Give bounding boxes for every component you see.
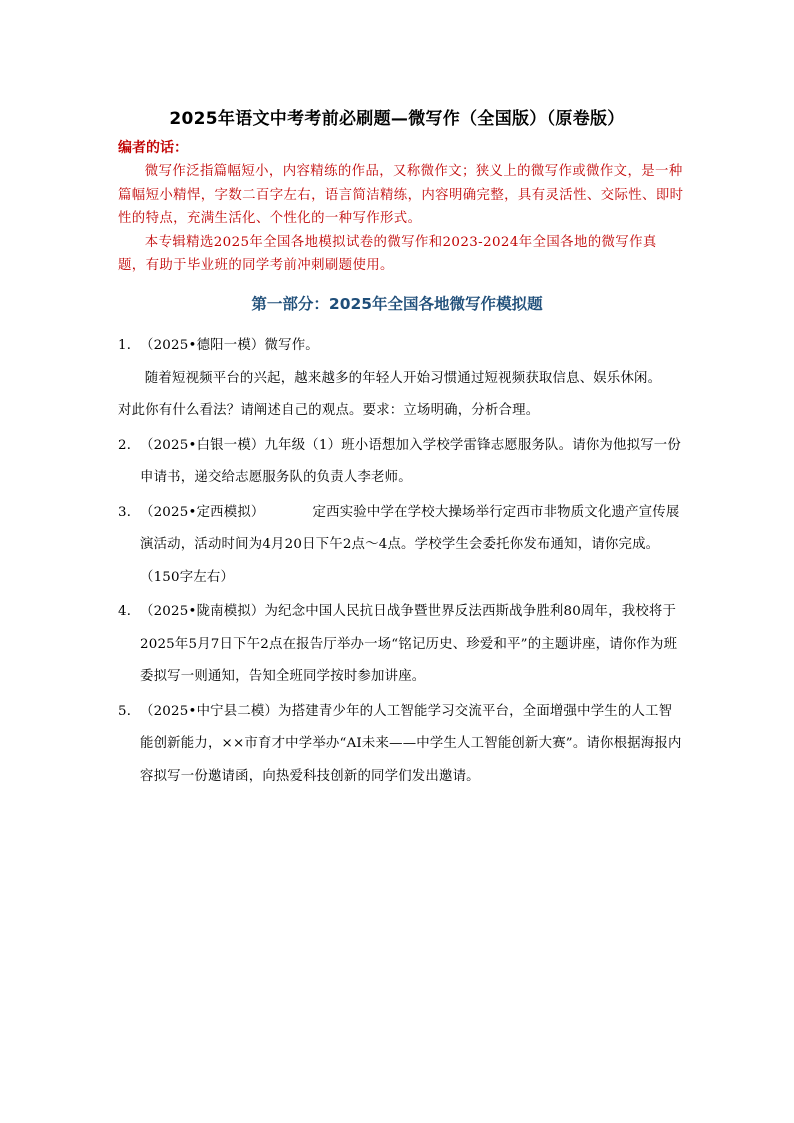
question-text: 对此你有什么看法？请阐述自己的观点。要求：立场明确，分析合理。 [118,403,540,418]
question-item [118,330,684,428]
question-number: 3． [118,504,141,520]
section-title: 第一部分：2025年全国各地微写作模拟题 [251,295,543,313]
document-title: 2025年语文中考考前必刷题—微写作（全国版）（原卷版） [169,109,625,129]
question-text: （2025•中宁县二模）为搭建青少年的人工智能学习交流平台，全面增强中学生的人工智能创新能力，××市育才中学举办“AI未来——中学生人工智能创新大赛”。请你根据海报内容拟写一份邀请函，向热爱科技创新的同学们发出邀请。 [140,703,682,784]
question-number: 2． [118,437,141,453]
editor-note-heading: 编者的话： [118,140,188,156]
question-item [118,430,684,495]
question-number: 5． [118,703,141,719]
question-number: 4． [118,604,141,619]
editor-note-body [118,160,684,278]
question-source: （2025•定西模拟） [140,504,265,520]
question-number: 1． [118,338,141,353]
question-text: （2025•白银一模）九年级（1）班小语想加入学校学雷锋志愿服务队。请你为他拟写一份申请书，递交给志愿服务队的负责人李老师。 [140,437,681,485]
question-list [118,330,684,795]
question-item [118,696,684,794]
question-text: 随着短视频平台的兴起，越来越多的年轻人开始习惯通过短视频获取信息、娱乐休闲。 [144,370,662,386]
editor-note-paragraph: 本专辑精选2025年全国各地模拟试卷的微写作和2023-2024年全国各地的微写作真题，有助于毕业班的同学考前冲刺刷题使用。 [118,234,657,273]
question-text: 定西实验中学在学校大操场举行定西市非物质文化遗产宣传展演活动，活动时间为4月20日下午2点～4点。学校学生会委托你发布通知，请你完成。（150字左右） [140,504,680,585]
question-item [118,596,684,694]
question-item [118,497,684,595]
question-source: （2025•德阳一模）微写作。 [140,338,319,353]
editor-note-paragraph: 微写作泛指篇幅短小，内容精练的作品，又称微作文；狭义上的微写作或微作文，是一种篇幅短小精悍，字数二百字左右，语言简洁精练，内容明确完整，具有灵活性、交际性、即时性的特点，充满生活化、个性化的一种写作形式。 [118,164,684,226]
question-text: （2025•陇南模拟）为纪念中国人民抗日战争暨世界反法西斯战争胜利80周年，我校将于2025年5月7日下午2点在报告厅举办一场“铭记历史、珍爱和平”的主题讲座，请你作为班委拟写一则通知，告知全班同学按时参加讲座。 [140,604,678,684]
